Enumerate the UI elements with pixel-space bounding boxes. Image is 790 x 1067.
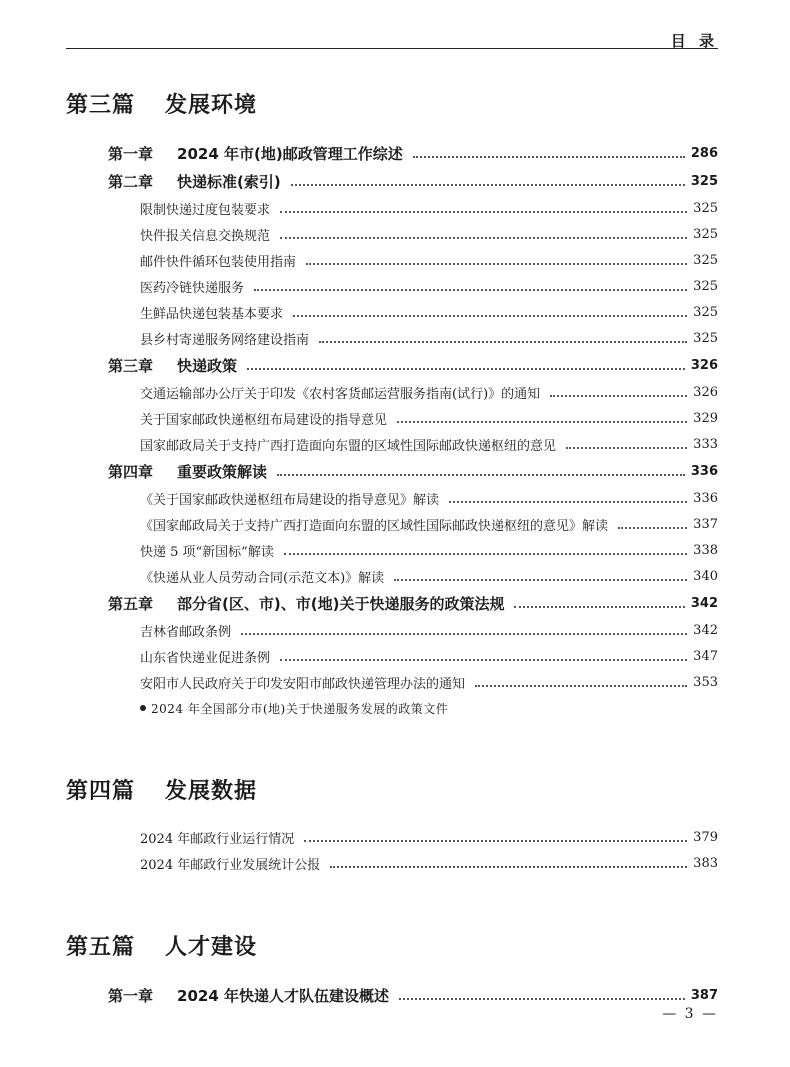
item-label: 医药冷链快递服务 [140,281,245,296]
toc-chapter[interactable] [108,593,718,614]
page-number: 340 [693,569,718,584]
toc-chapter[interactable] [108,143,718,164]
page-number: 338 [693,543,718,558]
page-number: 326 [693,385,718,400]
chapter-label: 第三章 快递政策 [108,357,238,375]
dot-leader [566,447,687,449]
part-number: 第四篇 [66,779,136,804]
dot-leader [394,579,687,581]
dot-leader [241,633,687,635]
toc-chapter[interactable] [108,171,718,192]
item-label: 山东省快递业促进条例 [140,651,271,666]
toc-item[interactable] [140,489,718,508]
dot-leader [306,263,687,265]
item-label: 关于国家邮政快递枢纽布局建设的指导意见 [140,413,388,428]
part-name: 发展数据 [165,779,258,804]
toc-item[interactable] [140,515,718,534]
toc-item[interactable] [140,303,718,322]
dot-leader [319,341,687,343]
page-number: 342 [690,596,718,611]
item-label: 生鲜品快递包装基本要求 [140,307,284,322]
dot-leader [277,474,685,476]
item-label: 县乡村寄递服务网络建设指南 [140,333,310,348]
part-title-3 [66,88,257,119]
toc-note [140,700,448,717]
toc-chapter[interactable] [108,985,718,1006]
page-number: 347 [693,649,718,664]
item-label: 交通运输部办公厅关于印发《农村客货邮运营服务指南(试行)》的通知 [140,387,541,402]
item-label: 快递 5 项“新国标”解读 [140,545,274,560]
toc-item[interactable] [140,647,718,666]
page-number: 325 [693,227,718,242]
chapter-label: 第一章 2024 年快递人才队伍建设概述 [108,987,389,1005]
page-footer: — 3 — [662,1006,718,1022]
toc-item[interactable] [140,673,718,692]
part-number: 第五篇 [66,935,136,960]
toc-chapter[interactable] [108,355,718,376]
dot-leader [280,237,687,239]
part-name: 发展环境 [165,93,258,118]
item-label: 2024 年邮政行业运行情况 [140,832,295,847]
toc-item[interactable] [140,854,718,873]
page-number: 383 [693,856,718,871]
toc-item[interactable] [140,329,718,348]
dot-leader [293,315,687,317]
page-number: 333 [693,437,718,452]
toc-item[interactable] [140,251,718,270]
toc-item[interactable] [140,409,718,428]
dot-leader [330,866,687,868]
dot-leader [254,289,687,291]
chapter-label: 第一章 2024 年市(地)邮政管理工作综述 [108,145,403,163]
page-number: 342 [693,623,718,638]
dot-leader [247,368,685,370]
page-number: 325 [693,305,718,320]
dot-leader [280,211,687,213]
chapter-label: 第五章 部分省(区、市)、市(地)关于快递服务的政策法规 [108,595,505,613]
dot-leader [291,184,685,186]
toc-item[interactable] [140,621,718,640]
part-number: 第三篇 [66,93,136,118]
dot-leader [514,606,684,608]
toc-item[interactable] [140,225,718,244]
dot-leader [618,527,687,529]
toc-item[interactable] [140,199,718,218]
dot-leader [284,553,687,555]
page-number: 286 [690,146,718,161]
item-label: 快件报关信息交换规范 [140,229,271,244]
page-number: 353 [693,675,718,690]
part-title-4 [66,774,257,805]
dot-leader [449,501,687,503]
bullet-icon [140,705,146,711]
dot-leader [399,998,685,1000]
note-text: 2024 年全国部分市(地)关于快递服务发展的政策文件 [151,702,449,716]
page-number: 379 [693,830,718,845]
item-label: 限制快递过度包装要求 [140,203,271,218]
dot-leader [280,659,687,661]
dot-leader [304,840,687,842]
page-number: 325 [693,253,718,268]
page-number: 329 [693,411,718,426]
page-number: 325 [690,174,718,189]
part-name: 人才建设 [165,935,258,960]
page-number: 336 [690,464,718,479]
page-number: 336 [693,491,718,506]
page-number: 337 [693,517,718,532]
page-number: 326 [690,358,718,373]
page-number: 325 [693,331,718,346]
page-number: 325 [693,279,718,294]
page-number: 387 [690,988,718,1003]
toc-item[interactable] [140,277,718,296]
toc-item[interactable] [140,435,718,454]
toc-chapter[interactable] [108,461,718,482]
toc-item[interactable] [140,541,718,560]
item-label: 邮件快件循环包装使用指南 [140,255,297,270]
item-label: 《快递从业人员劳动合同(示范文本)》解读 [140,571,385,586]
page-number: 325 [693,201,718,216]
header-label: 目 录 [670,32,718,50]
chapter-label: 第二章 快递标准(索引) [108,173,281,191]
item-label: 安阳市人民政府关于印发安阳市邮政快递管理办法的通知 [140,677,466,692]
header-rule [66,48,718,49]
toc-item[interactable] [140,383,718,402]
dot-leader [397,421,687,423]
chapter-label: 第四章 重要政策解读 [108,463,268,481]
item-label: 《国家邮政局关于支持广西打造面向东盟的区域性国际邮政快递枢纽的意见》解读 [140,519,609,534]
item-label: 《关于国家邮政快递枢纽布局建设的指导意见》解读 [140,493,440,508]
toc-item[interactable] [140,567,718,586]
item-label: 国家邮政局关于支持广西打造面向东盟的区域性国际邮政快递枢纽的意见 [140,439,557,454]
item-label: 吉林省邮政条例 [140,625,232,640]
dot-leader [550,395,687,397]
item-label: 2024 年邮政行业发展统计公报 [140,858,321,873]
dot-leader [413,156,685,158]
dot-leader [475,685,687,687]
part-title-5 [66,930,257,961]
toc-item[interactable] [140,828,718,847]
